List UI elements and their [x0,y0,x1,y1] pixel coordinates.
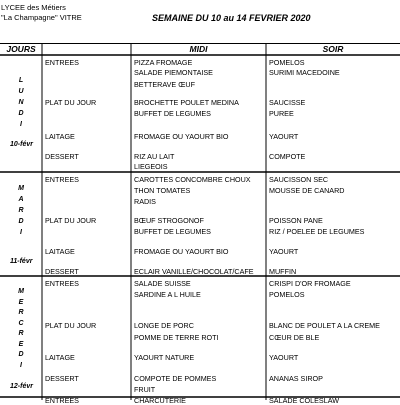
day-letter: L [18,77,24,84]
row-label-entrees: ENTREES [45,396,79,405]
menu-item: BŒUF STROGONOF [134,216,204,225]
day-letter: M [18,288,24,295]
day-letter: A [18,196,24,203]
day-letter: N [18,99,24,106]
menu-item: RIZ / POELEE DE LEGUMES [269,227,365,236]
menu-item: SAUCISSON SEC [269,175,329,184]
menu-item: ECLAIR VANILLE/CHOCOLAT/CAFE [134,267,254,276]
day-letter: R [18,309,24,316]
menu-item: SALADE SUISSE [134,279,191,288]
day-letter: R [18,207,24,214]
menu-item: POMME DE TERRE ROTI [134,333,219,342]
menu-item: ANANAS SIROP [269,374,323,383]
menu-item: MUFFIN [269,267,297,276]
row-label-dessert: DESSERT [45,152,79,161]
menu-item: BUFFET DE LEGUMES [134,109,211,118]
row-label-dessert: DESSERT [45,267,79,276]
menu-item: FROMAGE OU YAOURT BIO [134,132,229,141]
menu-item: YAOURT NATURE [134,353,195,362]
day-letter: E [18,340,24,348]
menu-item: FROMAGE OU YAOURT BIO [134,247,229,256]
menu-item: COMPOTE [269,152,306,161]
col-header-midi: MIDI [189,44,208,54]
day-letter: E [18,298,24,306]
row-label-plat: PLAT DU JOUR [45,321,97,330]
menu-item: BUFFET DE LEGUMES [134,227,211,236]
day-mardi-date: 11-févr [10,258,33,265]
day-lundi-letters [15,75,27,130]
day-mercredi-date: 12-févr [10,383,33,390]
menu-item: FRUIT [134,385,156,394]
menu-item: YAOURT [269,247,299,256]
menu-item: SURIMI MACEDOINE [269,68,340,77]
menu-item: LIEGEOIS [134,162,168,171]
col-header-soir: SOIR [322,44,344,54]
school-name-line1: LYCEE des Métiers [1,3,66,12]
menu-item: SALADE PIEMONTAISE [134,68,213,77]
col-header-jours: JOURS [6,44,36,54]
menu-item: CAROTTES CONCOMBRE CHOUX [134,175,251,184]
menu-item: BETTERAVE ŒUF [134,80,195,89]
day-lundi-date: 10-févr [10,141,33,148]
menu-item: POMELOS [269,58,305,67]
row-label-entrees: ENTREES [45,58,79,67]
day-mardi-letters [15,183,27,238]
row-label-laitage: LAITAGE [45,132,75,141]
menu-item: CŒUR DE BLE [269,333,320,342]
menu-item: SARDINE A L HUILE [134,290,201,299]
menu-item: POMELOS [269,290,305,299]
day-letter: I [20,361,22,369]
menu-item: COMPOTE DE POMMES [134,374,217,383]
menu-item: PUREE [269,109,294,118]
row-label-plat: PLAT DU JOUR [45,98,97,107]
row-label-plat: PLAT DU JOUR [45,216,97,225]
row-label-dessert: DESSERT [45,374,79,383]
day-letter: I [20,121,22,128]
menu-title: SEMAINE DU 10 au 14 FEVRIER 2020 [152,13,311,23]
menu-item: THON TOMATES [134,186,191,195]
menu-item: SAUCISSE [269,98,306,107]
day-letter: C [18,319,24,327]
menu-item: RIZ AU LAIT [134,152,175,161]
row-label-entrees: ENTREES [45,279,79,288]
menu-item: YAOURT [269,353,299,362]
day-letter: M [18,185,24,192]
menu-item: YAOURT [269,132,299,141]
day-letter: D [18,218,24,225]
row-label-entrees: ENTREES [45,175,79,184]
row-label-laitage: LAITAGE [45,353,75,362]
menu-item: LONGE DE PORC [134,321,194,330]
day-mercredi-letters [15,287,27,371]
school-name-line2: "La Champagne" VITRE [1,13,82,22]
day-letter: I [20,229,22,236]
menu-item: RADIS [134,197,156,206]
day-letter: U [18,88,24,95]
menu-item: BROCHETTE POULET MEDINA [134,98,239,107]
menu-item: MOUSSE DE CANARD [269,186,345,195]
day-letter: D [18,110,24,117]
menu-item: BLANC DE POULET A LA CREME [269,321,380,330]
menu-item: SALADE COLESLAW [269,396,340,405]
menu-item: CHARCUTERIE [134,396,186,405]
menu-item: CRISPI D'OR FROMAGE [269,279,351,288]
menu-item: POISSON PANE [269,216,323,225]
day-letter: R [18,330,24,337]
menu-item: PIZZA FROMAGE [134,58,193,67]
day-letter: D [18,351,24,358]
row-label-laitage: LAITAGE [45,247,75,256]
